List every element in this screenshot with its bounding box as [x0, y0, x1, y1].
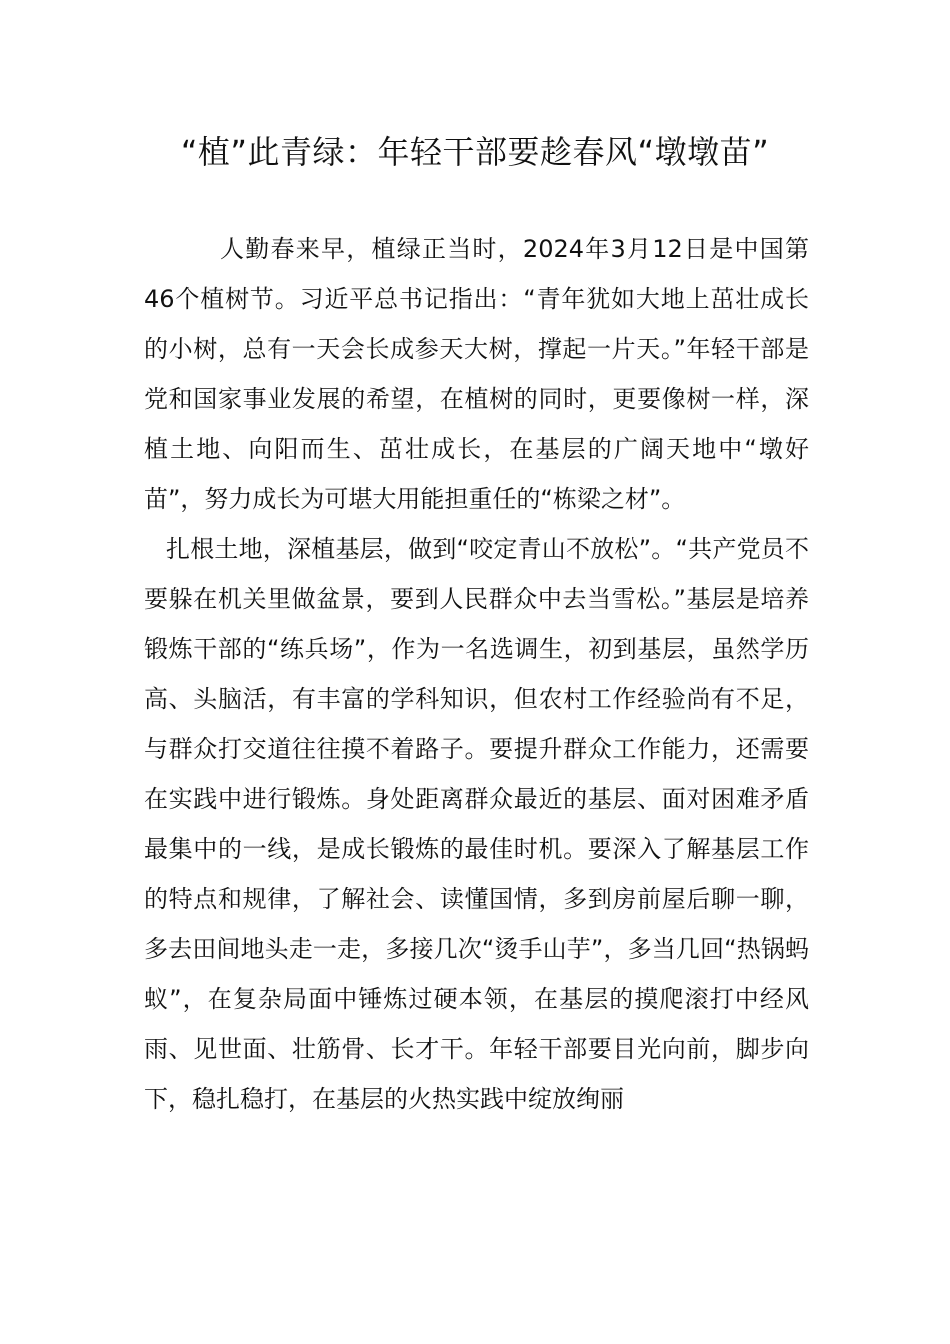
paragraph-intro: 人勤春来早，植绿正当时，2024年3月12日是中国第46个植树节。习近平总书记指出：“青年犹如大地上茁壮成长的小树，总有一天会长成参天大树，撑起一片天。”年轻干部是党和国家事业发展的希望，在植树的同时，更要像树一样，深植土地、向阳而生、茁壮成长，在基层的广阔天地中“墩好苗”，努力成长为可堪大用能担重任的“栋梁之材”。 [144, 235, 809, 513]
paragraph-grassroots: 扎根土地，深植基层，做到“咬定青山不放松”。“共产党员不要躲在机关里做盆景，要到人民群众中去当雪松。”基层是培养锻炼干部的“练兵场”，作为一名选调生，初到基层，虽然学历高、头脑活，有丰富的学科知识，但农村工作经验尚有不足，与群众打交道往往摸不着路子。要提升群众工作能力，还需要在实践中进行锻炼。身处距离群众最近的基层、面对困难矛盾最集中的一线，是成长锻炼的最佳时机。要深入了解基层工作的特点和规律，了解社会、读懂国情，多到房前屋后聊一聊，多去田间地头走一走，多接几次“烫手山芋”，多当几回“热锅蚂蚁”，在复杂局面中锤炼过硬本领，在基层的摸爬滚打中经风雨、见世面、壮筋骨、长才干。年轻干部要目光向前，脚步向下，稳扎稳打，在基层的火热实践中绽放绚丽 [144, 535, 809, 1113]
document-body [144, 224, 809, 1124]
document-title: “植”此青绿：年轻干部要趁春风“墩墩苗” [180, 133, 770, 171]
